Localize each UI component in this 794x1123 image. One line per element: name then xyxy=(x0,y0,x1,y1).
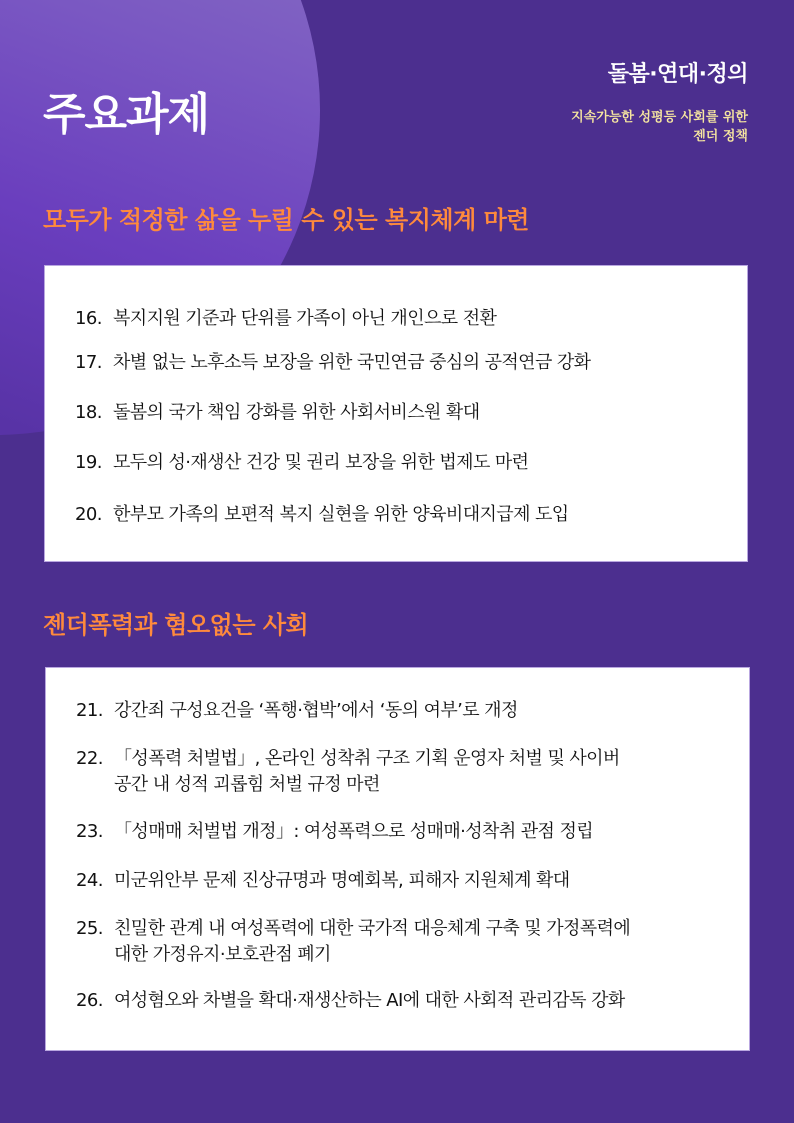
list-item xyxy=(75,400,480,426)
item-text: 한부모 가족의 보편적 복지 실현을 위한 양육비대지급제 도입 xyxy=(113,504,569,525)
item-number: 26. xyxy=(76,990,103,1011)
item-number: 19. xyxy=(75,452,102,473)
item-text: 강간죄 구성요건을 ‘폭행·협박’에서 ‘동의 여부’로 개정 xyxy=(114,700,518,721)
list-item xyxy=(76,819,593,845)
gender-violence-task-card xyxy=(45,667,750,1051)
tagline xyxy=(571,60,748,146)
item-text-line-2: 대한 가정유지·보호관점 폐기 xyxy=(114,944,331,965)
item-number: 24. xyxy=(76,870,103,891)
list-item xyxy=(75,450,528,476)
item-text: 차별 없는 노후소득 보장을 위한 국민연금 중심의 공적연금 강화 xyxy=(113,352,591,373)
section-heading-welfare: 모두가 적정한 삶을 누릴 수 있는 복지체계 마련 xyxy=(43,206,529,234)
slogan: 돌봄·연대·정의 xyxy=(607,62,748,87)
list-item xyxy=(75,350,590,376)
welfare-task-card xyxy=(44,265,748,562)
list-item xyxy=(76,868,570,894)
item-text: 미군위안부 문제 진상규명과 명예회복, 피해자 지원체계 확대 xyxy=(114,870,570,891)
section-heading-gender-violence: 젠더폭력과 혐오없는 사회 xyxy=(43,611,309,639)
item-text-line-2: 공간 내 성적 괴롭힘 처벌 규정 마련 xyxy=(114,774,380,795)
item-text xyxy=(114,746,620,798)
list-item xyxy=(76,746,620,798)
item-text: 모두의 성·재생산 건강 및 권리 보장을 위한 법제도 마련 xyxy=(113,452,529,473)
item-text: 돌봄의 국가 책임 강화를 위한 사회서비스원 확대 xyxy=(113,402,480,423)
page-title: 주요과제 xyxy=(43,89,210,140)
item-number: 25. xyxy=(76,918,103,939)
list-item xyxy=(75,502,569,528)
item-number: 18. xyxy=(75,402,102,423)
list-item xyxy=(76,698,518,724)
item-number: 16. xyxy=(75,308,102,329)
item-number: 21. xyxy=(76,700,103,721)
list-item xyxy=(76,988,625,1014)
subtitle-line-2: 젠더 정책 xyxy=(693,129,748,144)
list-item xyxy=(76,916,630,968)
item-text: 여성혐오와 차별을 확대·재생산하는 AI에 대한 사회적 관리감독 강화 xyxy=(114,990,625,1011)
item-text-line-1: 「성폭력 처벌법」, 온라인 성착취 구조 기획 운영자 처벌 및 사이버 xyxy=(114,748,620,769)
item-number: 23. xyxy=(76,821,103,842)
item-number: 17. xyxy=(75,352,102,373)
subtitle xyxy=(571,108,748,146)
subtitle-line-1: 지속가능한 성평등 사회를 위한 xyxy=(571,110,748,125)
item-text: 「성매매 처벌법 개정」: 여성폭력으로 성매매·성착취 관점 정립 xyxy=(114,821,594,842)
item-text: 복지지원 기준과 단위를 가족이 아닌 개인으로 전환 xyxy=(113,308,497,329)
item-number: 20. xyxy=(75,504,102,525)
item-number: 22. xyxy=(76,748,103,769)
list-item xyxy=(75,306,496,332)
item-text-line-1: 친밀한 관계 내 여성폭력에 대한 국가적 대응체계 구축 및 가정폭력에 xyxy=(114,918,631,939)
item-text xyxy=(114,916,630,968)
